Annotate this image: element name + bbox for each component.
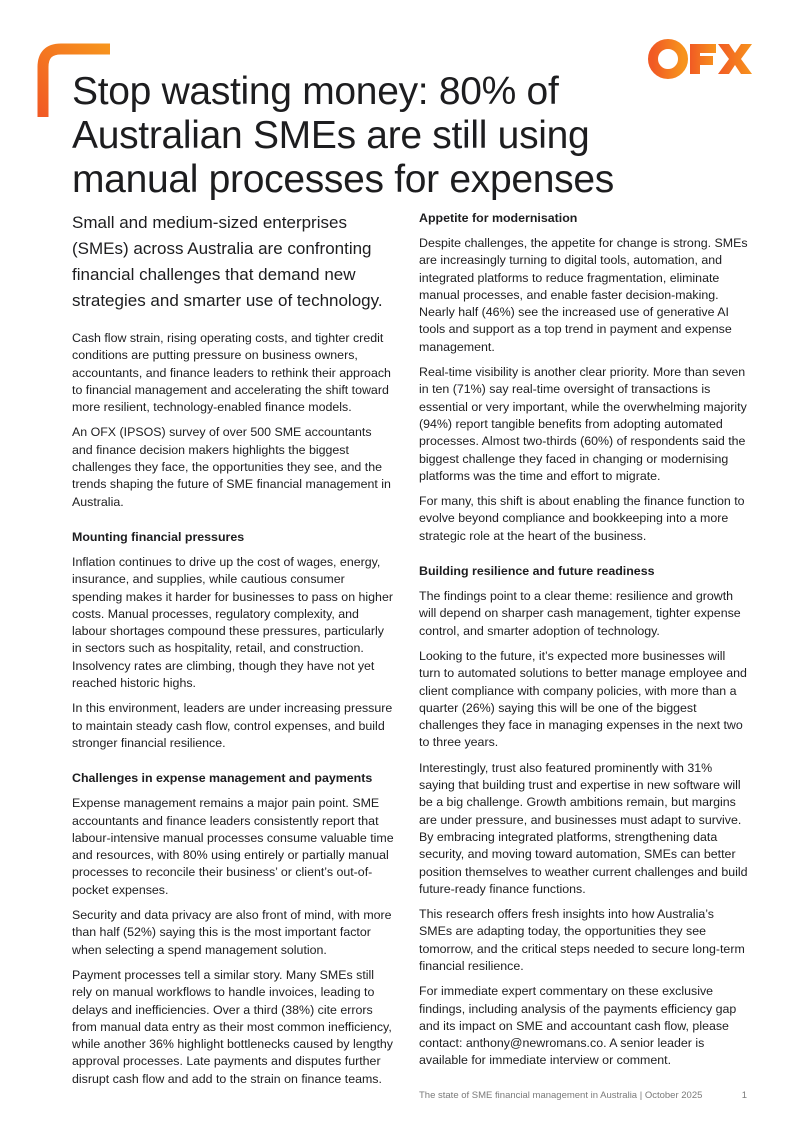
- section-heading-modernisation: Appetite for modernisation: [419, 211, 578, 225]
- page-number: 1: [741, 1090, 747, 1101]
- paragraph: Expense management remains a major pain point. SME accountants and finance leaders consistently report that labour-intensive manual processes consume valuable time and resources, with 80% using entirely or partially manual processes to reconcile their business’ or client’s out-of-pocket expenses.: [72, 796, 394, 897]
- page-footer: [419, 1090, 749, 1101]
- paragraph: This research offers fresh insights into how Australia’s SMEs are adapting today, the opportunities they see tomorrow, and the critical steps needed to secure long-term financial resilience.: [419, 907, 745, 973]
- contact-paragraph: For immediate expert commentary on these exclusive findings, including analysis of the payments efficiency gap and its impact on SME and accountant cash flow, please contact: anthony@newromans.co. A senior leader is available for immediate interview or comment.: [419, 984, 737, 1068]
- paragraph: Inflation continues to drive up the cost of wages, energy, insurance, and supplies, while cautious consumer spending makes it harder for businesses to pass on higher costs. Manual processes, regulatory complexity, and labour shortages compound these pressures, particularly in sectors such as hospitality, retail, and construction. Insolvency rates are climbing, though they have not yet reached historic highs.: [72, 554, 393, 691]
- paragraph: For many, this shift is about enabling the finance function to evolve beyond compliance and bookkeeping into a more strategic role at the heart of the business.: [419, 494, 745, 543]
- paragraph: Despite challenges, the appetite for change is strong. SMEs are increasingly turning to digital tools, automation, and integrated platforms to reduce fragmentation, eliminate manual processes, and enable faster decision-making. Nearly half (46%) see the increased use of generative AI tools and support as a top trend in payment and expense management.: [419, 236, 748, 354]
- paragraph: Interestingly, trust also featured prominently with 31% saying that building trust and expertise in new software will be a big challenge. Growth ambitions remain, but margins are under pressure, and businesses must adapt to survive. By embracing integrated platforms, strengthening data security, and moving toward automation, SMEs can better position themselves to weather current challenges and build future-ready finance functions.: [419, 760, 748, 896]
- paragraph: An OFX (IPSOS) survey of over 500 SME accountants and finance decision makers highlights the biggest challenges they face, the opportunities they see, and the trends shaping the future of SME financial management in Australia.: [72, 425, 391, 509]
- paragraph: In this environment, leaders are under increasing pressure to maintain steady cash flow, control expenses, and build stronger financial resilience.: [72, 701, 393, 750]
- left-column: [72, 210, 394, 1096]
- footer-text: The state of SME financial management in Australia | October 2025: [419, 1090, 703, 1101]
- paragraph: Cash flow strain, rising operating costs, and tighter credit conditions are putting pressure on business owners, accountants, and finance leaders to rethink their approach to financial management and accelerating the shift toward more resilient, technology-enabled finance models.: [72, 331, 391, 415]
- page-title: Stop wasting money: 80% of Australian SMEs are still using manual processes for expenses: [72, 70, 614, 201]
- paragraph: Payment processes tell a similar story. Many SMEs still rely on manual workflows to handle invoices, leading to delays and inefficiencies. Over a third (38%) cite errors from manual data entry as their most common inefficiency, while another 36% highlight bottlenecks caused by lengthy approval processes. Late payments and disputes further disrupt cash flow and add to the strain on finance teams.: [72, 967, 393, 1086]
- right-column: [419, 210, 749, 1078]
- paragraph: The findings point to a clear theme: resilience and growth will depend on sharper cash management, tighter expense control, and smarter adoption of technology.: [419, 589, 741, 638]
- paragraph: Real-time visibility is another clear priority. More than seven in ten (71%) say real-time oversight of transactions is essential or very important, while the overwhelming majority (94%) report tangible benefits from adopting automated processes. Almost two-thirds (60%) of respondents said the biggest challenge they faced in changing or modernising platforms was the time and effort to migrate.: [419, 365, 747, 483]
- intro-paragraph: Small and medium-sized enterprises (SMEs) across Australia are confronting financial challenges that demand new strategies and smarter use of technology.: [72, 213, 383, 310]
- section-heading-expense-challenges: Challenges in expense management and payments: [72, 771, 373, 786]
- paragraph: Looking to the future, it’s expected more businesses will turn to automated solutions to better manage employee and client compliance with company policies, with more than a quarter (26%) saying this will be one of the biggest challenges they face in managing expenses in the next two to three years.: [419, 648, 747, 750]
- section-heading-resilience: Building resilience and future readiness: [419, 564, 655, 579]
- paragraph: Security and data privacy are also front of mind, with more than half (52%) saying this is the most important factor when selecting a spend management solution.: [72, 908, 392, 957]
- section-heading-financial-pressures: Mounting financial pressures: [72, 529, 245, 544]
